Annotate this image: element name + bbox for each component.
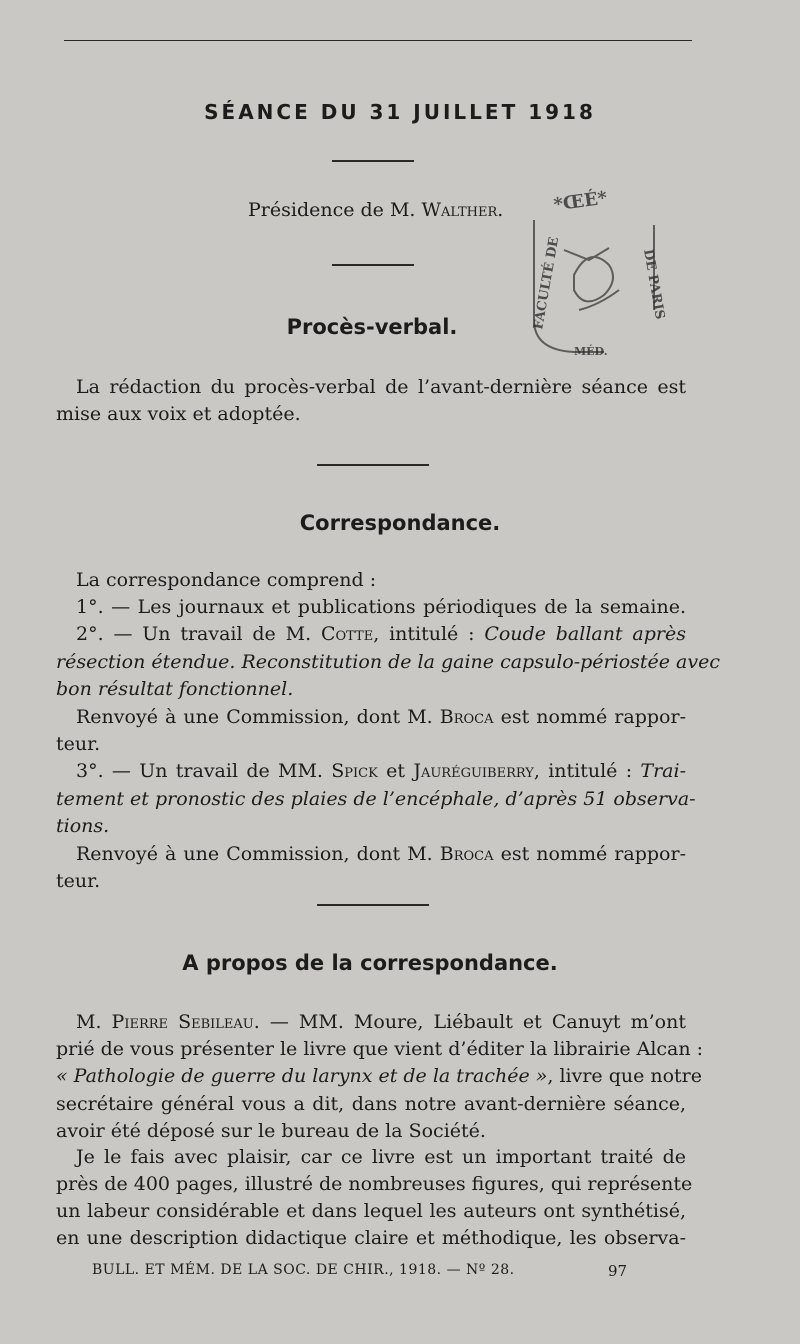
section-heading-correspondance: Correspondance. bbox=[299, 511, 501, 535]
text-line: tions. bbox=[56, 815, 110, 837]
text-line: en une description didactique claire et méthodique, les observa- bbox=[56, 1227, 686, 1249]
text-line: 2°. — Un travail de M. Cotte, intitulé : Coude ballant après bbox=[76, 623, 686, 645]
svg-text:MÉD.: MÉD. bbox=[574, 345, 608, 358]
divider bbox=[332, 264, 414, 266]
seance-title: SÉANCE DU 31 JUILLET 1918 bbox=[204, 100, 596, 124]
text-line: La rédaction du procès-verbal de l’avant-dernière séance est bbox=[76, 376, 686, 398]
text-line: prié de vous présenter le livre que vient d’éditer la librairie Alcan : bbox=[56, 1038, 704, 1060]
svg-text:FACULTÉ DE: FACULTÉ DE bbox=[531, 235, 563, 331]
text-line: teur. bbox=[56, 870, 101, 892]
divider bbox=[317, 904, 429, 906]
text-line: Renvoyé à une Commission, dont M. Broca est nommé rappor- bbox=[76, 843, 686, 865]
text-line: un labeur considérable et dans lequel les auteurs ont synthétisé, bbox=[56, 1200, 686, 1222]
text-line: près de 400 pages, illustré de nombreuses figures, qui représente bbox=[56, 1173, 693, 1195]
text-line: Je le fais avec plaisir, car ce livre est un important traité de bbox=[76, 1146, 686, 1168]
text-line: 1°. — Les journaux et publications périodiques de la semaine. bbox=[76, 596, 686, 618]
president-name: Walther bbox=[421, 199, 498, 221]
text-line: avoir été déposé sur le bureau de la Société. bbox=[56, 1120, 486, 1142]
text-line: teur. bbox=[56, 733, 101, 755]
text-line: M. Pierre Sebileau. — MM. Moure, Liébault et Canuyt m’ont bbox=[76, 1011, 686, 1033]
text-line: secrétaire général vous a dit, dans notre avant-dernière séance, bbox=[56, 1093, 686, 1115]
text-line: Renvoyé à une Commission, dont M. Broca est nommé rappor- bbox=[76, 706, 686, 728]
text-line: La correspondance comprend : bbox=[76, 569, 377, 591]
footer-citation: BULL. ET MÉM. DE LA SOC. DE CHIR., 1918. — Nº 28. bbox=[92, 1262, 515, 1278]
section-heading-a-propos: A propos de la correspondance. bbox=[182, 951, 558, 975]
top-rule bbox=[64, 40, 692, 41]
text-line: bon résultat fonctionnel. bbox=[56, 678, 294, 700]
text-line: tement et pronostic des plaies de l’encéphale, d’après 51 observa- bbox=[56, 788, 696, 810]
divider bbox=[332, 160, 414, 162]
text-line: résection étendue. Reconstitution de la gaine capsulo-périostée avec bbox=[56, 651, 720, 673]
divider bbox=[317, 464, 429, 466]
page-number: 97 bbox=[608, 1262, 628, 1280]
text-line: mise aux voix et adoptée. bbox=[56, 403, 301, 425]
svg-text:*ŒÉ*: *ŒÉ* bbox=[552, 187, 609, 216]
text-line: 3°. — Un travail de MM. Spick et Jauréguiberry, intitulé : Trai- bbox=[76, 760, 687, 782]
section-heading-proces-verbal: Procès-verbal. bbox=[286, 315, 458, 339]
presidence-line: Présidence de M. Walther. bbox=[248, 199, 504, 221]
speaker-name: M. Pierre Sebileau. bbox=[76, 1011, 260, 1033]
text-line: « Pathologie de guerre du larynx et de la trachée », livre que notre bbox=[56, 1065, 703, 1087]
svg-text:DE PARIS: DE PARIS bbox=[640, 248, 668, 321]
